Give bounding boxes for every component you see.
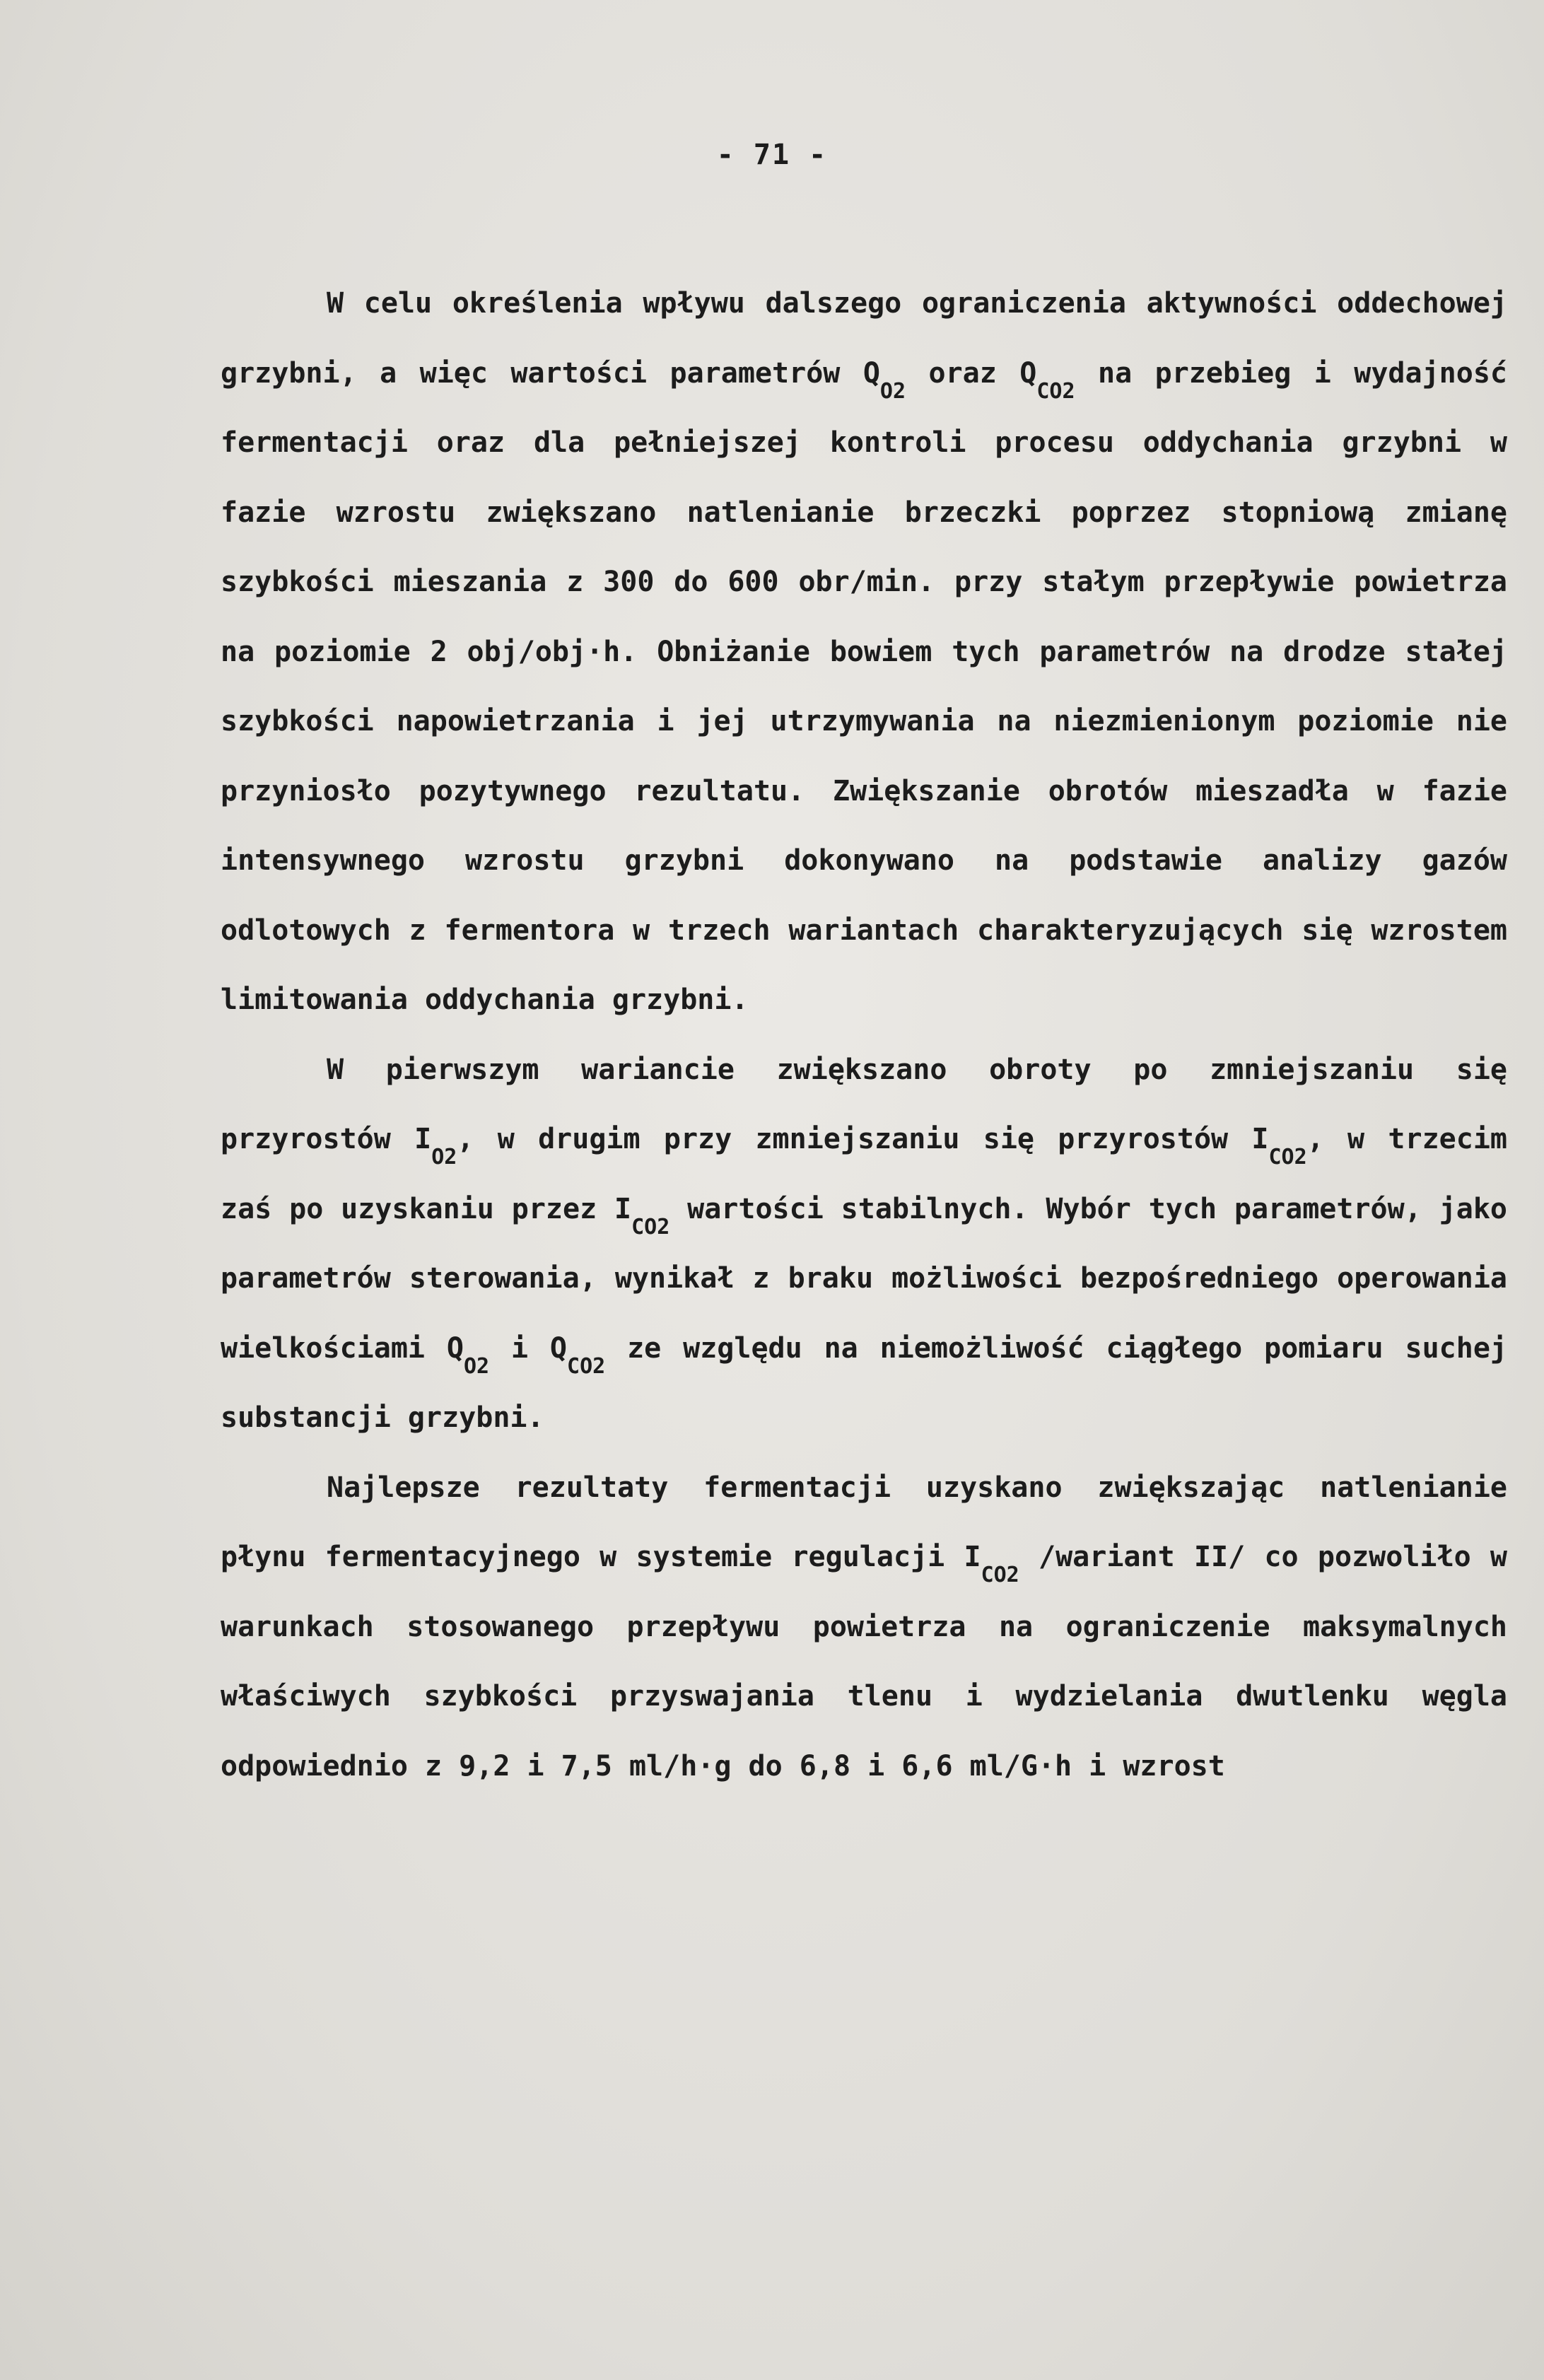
- text-run: Najlepsze rezultaty fermentacji uzyskano zwiększając natlenianie płynu fermentacyjnego w systemie regulacji I: [221, 1471, 1507, 1573]
- paragraph-3: [221, 1453, 1507, 1802]
- text-run: W pierwszym wariancie zwiększano obroty po zmniejszaniu się przyrostów I: [221, 1053, 1507, 1155]
- subscript: O2: [879, 378, 906, 404]
- subscript: CO2: [1268, 1145, 1307, 1169]
- paragraph-1: [221, 269, 1507, 1035]
- paragraph-2: [221, 1035, 1507, 1453]
- page-number: - 71 -: [716, 139, 828, 171]
- text-run: ze względu na niemożliwość ciągłego pomiaru suchej substancji grzybni.: [221, 1331, 1507, 1434]
- subscript: CO2: [567, 1353, 606, 1379]
- text-run: , w drugim przy zmniejszaniu się przyrostów I: [457, 1123, 1269, 1155]
- subscript: O2: [431, 1145, 457, 1169]
- subscript: CO2: [1036, 378, 1075, 404]
- body-text: [221, 269, 1507, 1801]
- text-run: , w trzecim zaś po uzyskaniu przez I: [221, 1123, 1508, 1225]
- subscript: CO2: [631, 1214, 670, 1239]
- text-run: wartości stabilnych. Wybór tych parametrów, jako parametrów sterowania, wynikał z braku możliwości bezpośredniego operowania wielkościami Q: [221, 1192, 1507, 1365]
- text-run: oraz Q: [906, 356, 1037, 390]
- text-run: W celu określenia wpływu dalszego ograniczenia aktywności oddechowej grzybni, a więc wartości parametrów Q: [221, 287, 1507, 390]
- text-run: /wariant II/ co pozwoliło w warunkach stosowanego przepływu powietrza na ograniczenie maksymalnych właściwych szybkości przyswajania tlenu i wydzielania dwutlenku węgla odpowiednio z 9,2 i 7,5 ml/h·g do 6,8 i 6,6 ml/G·h i wzrost: [221, 1541, 1508, 1783]
- text-run: i Q: [489, 1331, 568, 1365]
- text-run: na przebieg i wydajność fermentacji oraz dla pełniejszej kontroli procesu oddychania grzybni w fazie wzrostu zwiększano natlenianie brzeczki poprzez stopniową zmianę szybkości mieszania z 300 do 600 obr/min. przy stałym przepływie powietrza na poziomie 2 obj/obj·h. Obniżanie bowiem tych parametrów na drodze stałej szybkości napowietrzania i jej utrzymywania na niezmienionym poziomie nie przyniosło pozytywnego rezultatu. Zwiększanie obrotów mieszadła w fazie intensywnego wzrostu grzybni dokonywano na podstawie analizy gazów odlotowych z fermentora w trzech wariantach charakteryzujących się wzrostem limitowania oddychania grzybni.: [221, 356, 1508, 1016]
- subscript: CO2: [981, 1563, 1019, 1587]
- subscript: O2: [463, 1353, 490, 1379]
